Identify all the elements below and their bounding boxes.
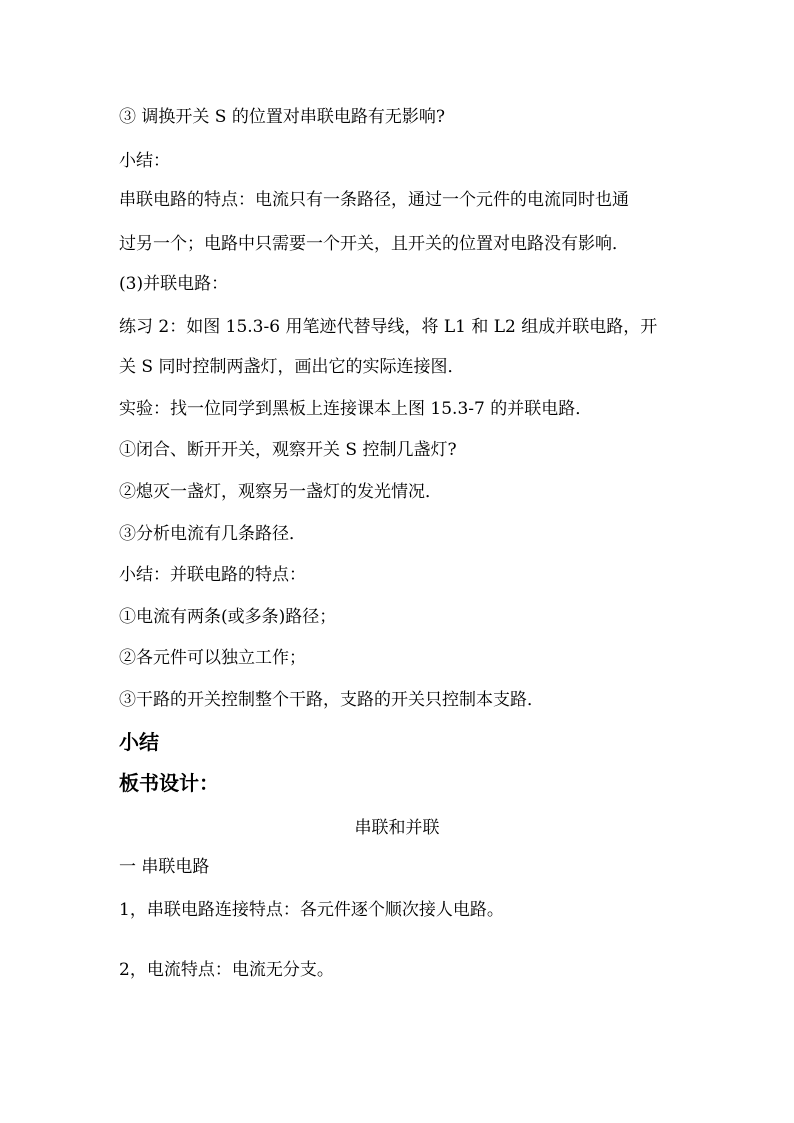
text-line: 小结：: [119, 151, 170, 171]
text-line: 实验：找一位同学到黑板上连接课本上图 15.3-7 的并联电路．: [119, 399, 593, 419]
text-line: (3)并联电路：: [119, 274, 229, 294]
text-line: 小结：并联电路的特点：: [119, 565, 306, 585]
text-line: 串联电路的特点：电流只有一条路径，通过一个元件的电流同时也通: [119, 190, 629, 210]
text-line: 关 S 同时控制两盏灯，画出它的实际连接图．: [119, 357, 465, 377]
text-line: ②各元件可以独立工作；: [119, 648, 306, 668]
board-section-heading: 一 串联电路: [119, 857, 210, 877]
text-line: 练习 2：如图 15.3-6 用笔迹代替导线，将 L1 和 L2 组成并联电路，开: [119, 317, 658, 337]
text-line: ②熄灭一盏灯，观察另一盏灯的发光情况．: [119, 482, 442, 502]
board-heading: 板书设计：: [119, 771, 219, 795]
text-line: ①电流有两条(或多条)路径；: [119, 607, 337, 627]
text-line: ③ 调换开关 S 的位置对串联电路有无影响?: [119, 107, 445, 127]
text-line: ③分析电流有几条路径．: [119, 524, 306, 544]
text-line: ③干路的开关控制整个干路，支路的开关只控制本支路．: [119, 690, 544, 710]
board-item: 1，串联电路连接特点：各元件逐个顺次接人电路。: [119, 900, 504, 920]
board-item: 2，电流特点：电流无分支。: [119, 960, 334, 980]
summary-heading: 小结: [119, 730, 159, 754]
text-line: 过另一个；电路中只需要一个开关，且开关的位置对电路没有影响．: [119, 234, 629, 254]
text-line: ①闭合、断开开关，观察开关 S 控制几盏灯?: [119, 440, 457, 460]
board-title: 串联和并联: [354, 818, 440, 838]
